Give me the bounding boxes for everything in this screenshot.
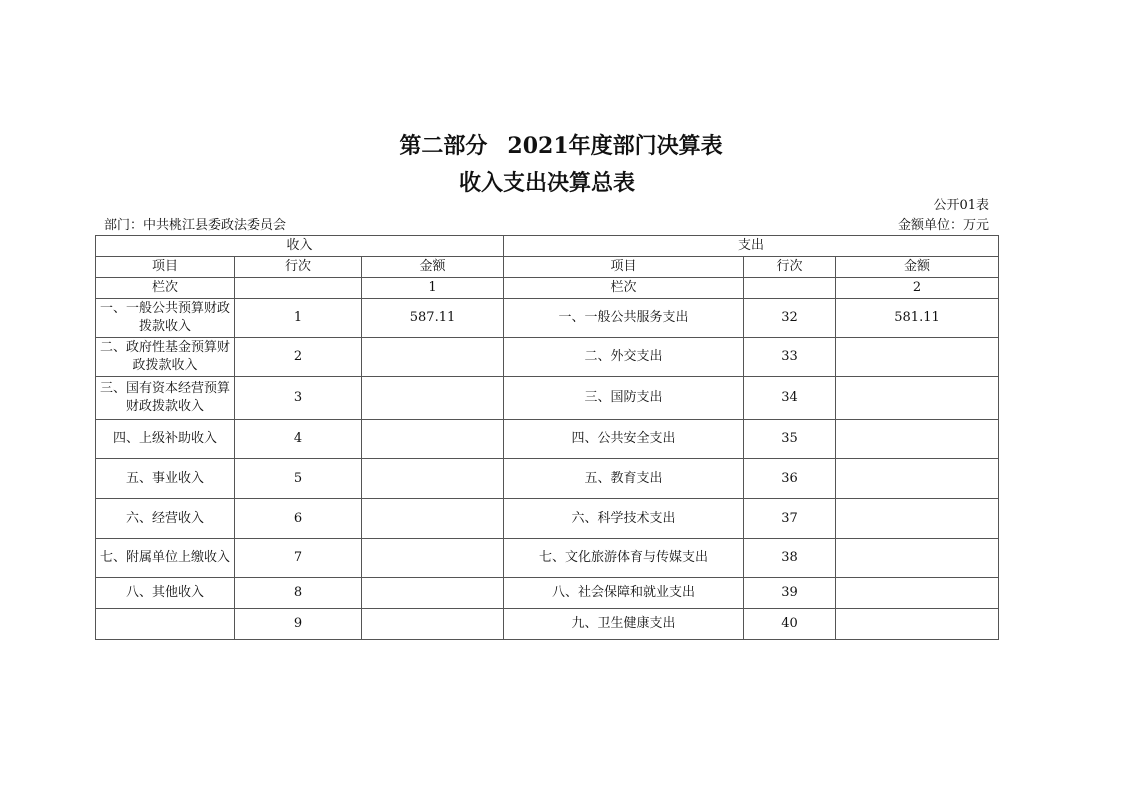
income-line: 7 (235, 539, 362, 578)
expense-line: 36 (744, 459, 836, 499)
income-amount (362, 539, 504, 578)
expense-amount-header: 金额 (836, 257, 999, 278)
title-main: 2021年度部门决算表 (507, 133, 723, 159)
income-item-header: 项目 (96, 257, 235, 278)
income-lanci-label: 栏次 (96, 278, 235, 299)
expense-line: 38 (744, 539, 836, 578)
page-subtitle: 收入支出决算总表 (458, 170, 635, 196)
income-amount (362, 377, 504, 420)
expense-amount (836, 609, 999, 640)
income-line: 3 (235, 377, 362, 420)
expense-item-header: 项目 (504, 257, 744, 278)
expense-line: 33 (744, 338, 836, 377)
expense-item: 九、卫生健康支出 (504, 609, 744, 640)
expense-lanci-line (744, 278, 836, 299)
column-header-row (96, 257, 999, 278)
expense-line: 35 (744, 420, 836, 459)
expense-amount (836, 459, 999, 499)
income-line: 9 (235, 609, 362, 640)
income-line: 6 (235, 499, 362, 539)
income-item: 四、上级补助收入 (96, 420, 235, 459)
table-row (96, 499, 999, 539)
expense-item: 一、一般公共服务支出 (504, 299, 744, 338)
expense-item: 六、科学技术支出 (504, 499, 744, 539)
table-row (96, 539, 999, 578)
income-item: 八、其他收入 (96, 578, 235, 609)
table-row (96, 377, 999, 420)
income-amount (362, 609, 504, 640)
expense-header: 支出 (504, 236, 999, 257)
income-item: 六、经营收入 (96, 499, 235, 539)
income-amount-header: 金额 (362, 257, 504, 278)
expense-line: 40 (744, 609, 836, 640)
income-line: 2 (235, 338, 362, 377)
income-line: 4 (235, 420, 362, 459)
income-header: 收入 (96, 236, 504, 257)
expense-amount (836, 499, 999, 539)
department-label: 部门：中共桃江县委政法委员会 (104, 218, 287, 233)
expense-item: 七、文化旅游体育与传媒支出 (504, 539, 744, 578)
income-amount: 587.11 (362, 299, 504, 338)
expense-item: 四、公共安全支出 (504, 420, 744, 459)
table-row (96, 299, 999, 338)
expense-line-header: 行次 (744, 257, 836, 278)
income-item: 一、一般公共预算财政拨款收入 (96, 299, 235, 338)
income-item: 七、附属单位上缴收入 (96, 539, 235, 578)
expense-item: 三、国防支出 (504, 377, 744, 420)
table-row (96, 578, 999, 609)
expense-item: 五、教育支出 (504, 459, 744, 499)
lanci-row (96, 278, 999, 299)
expense-lanci-no: 2 (836, 278, 999, 299)
expense-lanci-label: 栏次 (504, 278, 744, 299)
income-line: 1 (235, 299, 362, 338)
income-line-header: 行次 (235, 257, 362, 278)
expense-amount (836, 377, 999, 420)
income-item: 二、政府性基金预算财政拨款收入 (96, 338, 235, 377)
expense-item: 二、外交支出 (504, 338, 744, 377)
page-title (0, 133, 1122, 159)
income-item: 五、事业收入 (96, 459, 235, 499)
income-amount (362, 578, 504, 609)
expense-amount (836, 420, 999, 459)
income-item: 三、国有资本经营预算财政拨款收入 (96, 377, 235, 420)
income-amount (362, 459, 504, 499)
form-number: 公开01表 (933, 198, 989, 213)
expense-line: 37 (744, 499, 836, 539)
expense-line: 32 (744, 299, 836, 338)
expense-line: 39 (744, 578, 836, 609)
table-row (96, 609, 999, 640)
table-row (96, 338, 999, 377)
table-row (96, 459, 999, 499)
income-line: 8 (235, 578, 362, 609)
expense-amount (836, 338, 999, 377)
expense-line: 34 (744, 377, 836, 420)
unit-label: 金额单位：万元 (897, 218, 989, 233)
expense-amount (836, 578, 999, 609)
income-expense-table (95, 235, 999, 640)
table-row (96, 420, 999, 459)
income-amount (362, 499, 504, 539)
income-amount (362, 338, 504, 377)
expense-amount (836, 539, 999, 578)
expense-item: 八、社会保障和就业支出 (504, 578, 744, 609)
income-line: 5 (235, 459, 362, 499)
expense-amount: 581.11 (836, 299, 999, 338)
section-header-row (96, 236, 999, 257)
income-lanci-no: 1 (362, 278, 504, 299)
title-part: 第二部分 (399, 133, 488, 159)
income-lanci-line (235, 278, 362, 299)
income-amount (362, 420, 504, 459)
income-item (96, 609, 235, 640)
